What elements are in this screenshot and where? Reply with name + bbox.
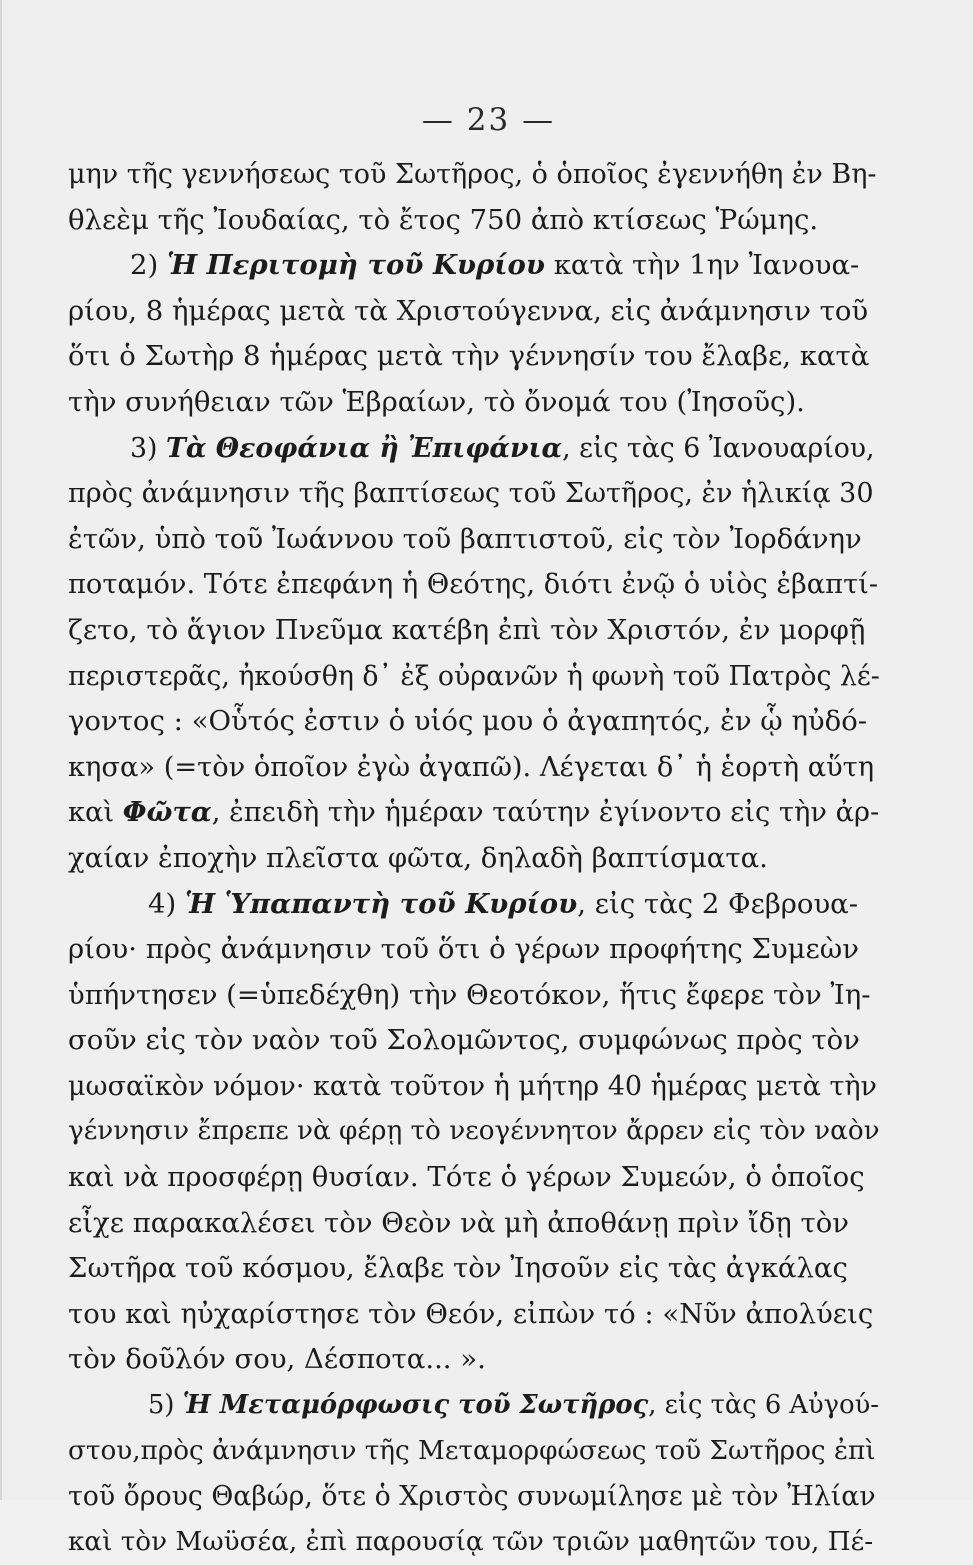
line-rest: , εἰς τὰς 6 Αὐγού- <box>648 1390 879 1421</box>
item-number: 4) <box>148 887 185 920</box>
feast-name: Τὰ Θεοφάνια ἢ Ἐπιφάνια <box>165 432 563 464</box>
text-line-emphasis <box>68 790 880 836</box>
line-rest: , εἰς τὰς 2 Φεβρουα- <box>577 887 859 920</box>
text-line: πρὸς ἀνάμνησιν τῆς βαπτίσεως τοῦ Σωτῆρος, ἐν ἡλικίᾳ 30 <box>68 478 874 510</box>
text-line: τὴν συνήθειαν τῶν Ἑβραίων, τὸ ὄνομά του (Ἰησοῦς). <box>68 385 805 418</box>
text-line: μωσαϊκὸν νόμον· κατὰ τοῦτον ἡ μήτηρ 40 ἡμέρας μετὰ τὴν <box>68 1070 877 1102</box>
text-line: σοῦν εἰς τὸν ναὸν τοῦ Σολομῶντος, συμφώνως πρὸς τὸν <box>68 1024 860 1057</box>
text-line-heading-4 <box>68 882 880 928</box>
text-line: Σωτῆρα τοῦ κόσμου, ἔλαβε τὸν Ἰησοῦν εἰς τὰς ἀγκάλας <box>68 1252 848 1285</box>
text-line: γοντος : «Οὗτός ἐστιν ὁ υἱός μου ὁ ἀγαπητός, ἐν ᾧ ηὐδό- <box>68 705 868 738</box>
text-line-heading-5 <box>68 1383 880 1429</box>
text-line: ὅτι ὁ Σωτὴρ 8 ἡμέρας μετὰ τὴν γέννησίν του ἔλαβε, κατὰ <box>68 340 870 373</box>
item-number: 3) <box>130 432 166 464</box>
feast-name: Ἡ Περιτομὴ τοῦ Κυρίου <box>166 249 545 282</box>
text-line: ἐτῶν, ὑπὸ τοῦ Ἰωάννου τοῦ βαπτιστοῦ, εἰς τὸν Ἰορδάνην <box>68 522 862 555</box>
text-line: κησα» (=τὸν ὁποῖον ἐγὼ ἀγαπῶ). Λέγεται δ᾽ ἡ ἑορτὴ αὕτη <box>68 751 875 783</box>
text-line: εἶχε παρακαλέσει τὸν Θεὸν νὰ μὴ ἀποθάνῃ πρὶν ἴδῃ τὸν <box>68 1206 849 1239</box>
feast-name: Φῶτα <box>122 796 212 829</box>
body-text <box>68 152 880 1565</box>
text-line: του καὶ ηὐχαρίστησε τὸν Θεόν, εἰπὼν τό : «Νῦν ἀπολύεις <box>68 1297 874 1330</box>
text-line: ρίου, 8 ἡμέρας μετὰ τὰ Χριστούγεννα, εἰς ἀνάμνησιν τοῦ <box>68 294 869 327</box>
text-line: τὸν δοῦλόν σου, Δέσποτα... ». <box>68 1343 486 1376</box>
text-line: ρίου· πρὸς ἀνάμνησιν τοῦ ὅτι ὁ γέρων προφήτης Συμεὼν <box>68 933 859 966</box>
text-line: τοῦ ὄρους Θαβώρ, ὅτε ὁ Χριστὸς συνωμίλησε μὲ τὸν Ἠλίαν <box>68 1481 876 1513</box>
text-line: ποταμόν. Τότε ἐπεφάνη ἡ Θεότης, διότι ἐνῷ ὁ υἱὸς ἐβαπτί- <box>68 569 879 601</box>
text-line: ὑπήντησεν (=ὑπεδέχθη) τὴν Θεοτόκον, ἥτις ἔφερε τὸν Ἰη- <box>68 978 871 1011</box>
feast-name: Ἡ Ὑπαπαντὴ τοῦ Κυρίου <box>184 887 578 920</box>
item-number: 5) <box>148 1390 183 1421</box>
text-line: καὶ τὸν Μωϋσέα, ἐπὶ παρουσίᾳ τῶν τριῶν μαθητῶν του, Πέ- <box>68 1526 874 1557</box>
item-number: 2) <box>130 249 167 282</box>
text-line: μην τῆς γεννήσεως τοῦ Σωτῆρος, ὁ ὁποῖος ἐγεννήθη ἐν Βη- <box>68 159 877 190</box>
text-line: καὶ νὰ προσφέρῃ θυσίαν. Τότε ὁ γέρων Συμεών, ὁ ὁποῖος <box>68 1161 865 1194</box>
text-line-heading-2 <box>68 243 880 289</box>
text-line: γέννησιν ἔπρεπε νὰ φέρῃ τὸ νεογέννητον ἄρρεν εἰς τὸν ναὸν <box>68 1116 880 1147</box>
text-line: στου,πρὸς ἀνάμνησιν τῆς Μεταμορφώσεως τοῦ Σωτῆρος ἐπὶ <box>68 1435 876 1466</box>
page-number: — 23 — <box>421 102 556 138</box>
text-line: χαίαν ἐποχὴν πλεῖστα φῶτα, δηλαδὴ βαπτίσματα. <box>68 841 768 874</box>
text-line-heading-3 <box>68 426 880 472</box>
text-line: θλεὲμ τῆς Ἰουδαίας, τὸ ἔτος 750 ἀπὸ κτίσεως Ῥώμης. <box>68 203 819 236</box>
text-line: ζετο, τὸ ἅγιον Πνεῦμα κατέβη ἐπὶ τὸν Χριστόν, ἐν μορφῇ <box>68 613 866 646</box>
line-start: καὶ <box>68 797 123 829</box>
text-line: περιστερᾶς, ἠκούσθη δ᾽ ἐξ οὐρανῶν ἡ φωνὴ τοῦ Πατρὸς λέ- <box>68 660 880 692</box>
feast-name: Ἡ Μεταμόρφωσις τοῦ Σωτῆρος <box>182 1390 649 1421</box>
line-rest: , εἰς τὰς 6 Ἰανουαρίου, <box>562 432 875 464</box>
line-rest: , ἐπειδὴ τὴν ἡμέραν ταύτην ἐγίνοντο εἰς τὴν ἀρ- <box>211 797 880 829</box>
line-rest: κατὰ τὴν 1ην Ἰανουα- <box>544 249 860 282</box>
